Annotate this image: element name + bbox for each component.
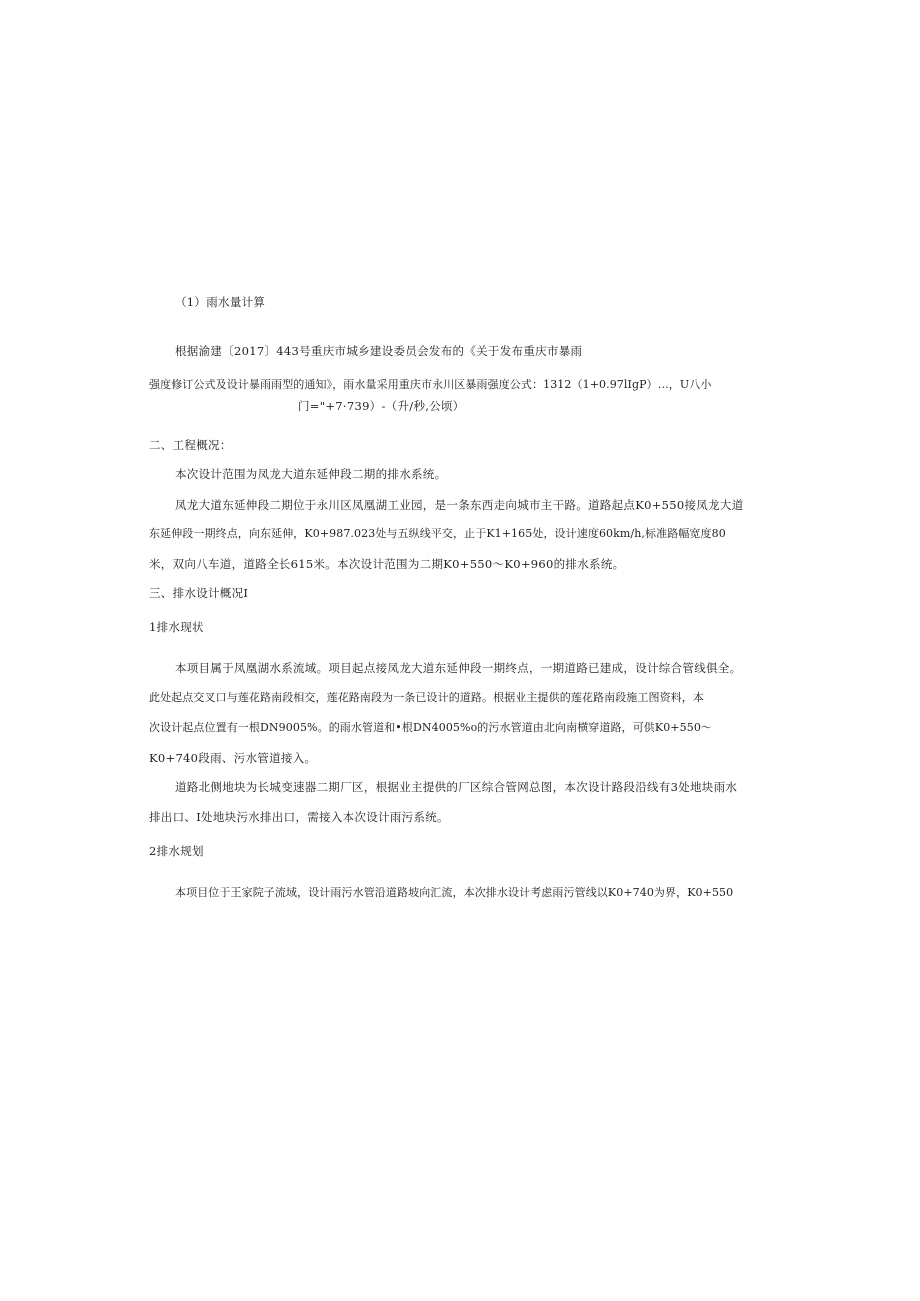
drainage-status-paragraph-line: K0+740段雨、污水管道接入。 (149, 751, 317, 765)
overview-paragraph-line: 本次设计范围为凤龙大道东延伸段二期的排水系统。 (175, 467, 447, 481)
section-rain-calc-heading: （1）雨水量计算 (175, 295, 266, 309)
drainage-plan-paragraph-line: 本项目位于王家院子流域，设计雨污水管沿道路坡向汇流，本次排水设计考虑雨污管线以K0+740为界，K0+550 (175, 886, 734, 899)
overview-paragraph-line: 米，双向八车道，道路全长615米。本次设计范围为二期K0+550～K0+960的排水系统。 (149, 557, 625, 571)
drainage-status-paragraph-line: 次设计起点位置有一根DN9005%。的雨水管道和•根DN4005%o的污水管道由北向南横穿道路，可供K0+550～ (149, 721, 713, 734)
section-drainage-heading: 三、排水设计概况I (149, 586, 249, 600)
drainage-plan-heading: 2排水规划 (149, 844, 204, 858)
overview-paragraph-line: 凤龙大道东延伸段二期位于永川区凤凰湖工业园，是一条东西走向城市主干路。道路起点K0+550接凤龙大道 (175, 498, 744, 512)
rain-calc-paragraph-line: 根据渝建〔2017〕443号重庆市城乡建设委员会发布的《关于发布重庆市暴雨 (175, 344, 583, 358)
section-overview-heading: 二、工程概况： (149, 438, 232, 452)
drainage-status-heading: 1排水现状 (149, 620, 204, 634)
rain-intensity-formula: 门="+7·739）-（升/秒,公顷） (298, 399, 465, 413)
drainage-status-paragraph-line: 此处起点交叉口与莲花路南段相交，莲花路南段为一条已设计的道路。根据业主提供的莲花路南段施工图资料，本 (149, 691, 704, 704)
drainage-status-paragraph-line: 本项目属于凤凰湖水系流域。项目起点接凤龙大道东延伸段一期终点，一期道路已建成，设计综合管线俱全。 (175, 661, 742, 675)
drainage-status-paragraph-line: 道路北侧地块为长城变速器二期厂区，根据业主提供的厂区综合管网总图，本次设计路段沿线有3处地块雨水 (175, 780, 738, 794)
rain-calc-paragraph-line: 强度修订公式及设计暴雨雨型的通知》，雨水量采用重庆市永川区暴雨强度公式：1312（1+0.97lIgP）…，U八小 (149, 378, 712, 391)
overview-paragraph-line: 东延伸段一期终点，向东延伸，K0+987.023处与五纵线平交，止于K1+165处，设计速度60km/h,标准路幅宽度80 (149, 527, 726, 540)
drainage-status-paragraph-line: 排出口、I处地块污水排出口，需接入本次设计雨污系统。 (149, 810, 449, 824)
